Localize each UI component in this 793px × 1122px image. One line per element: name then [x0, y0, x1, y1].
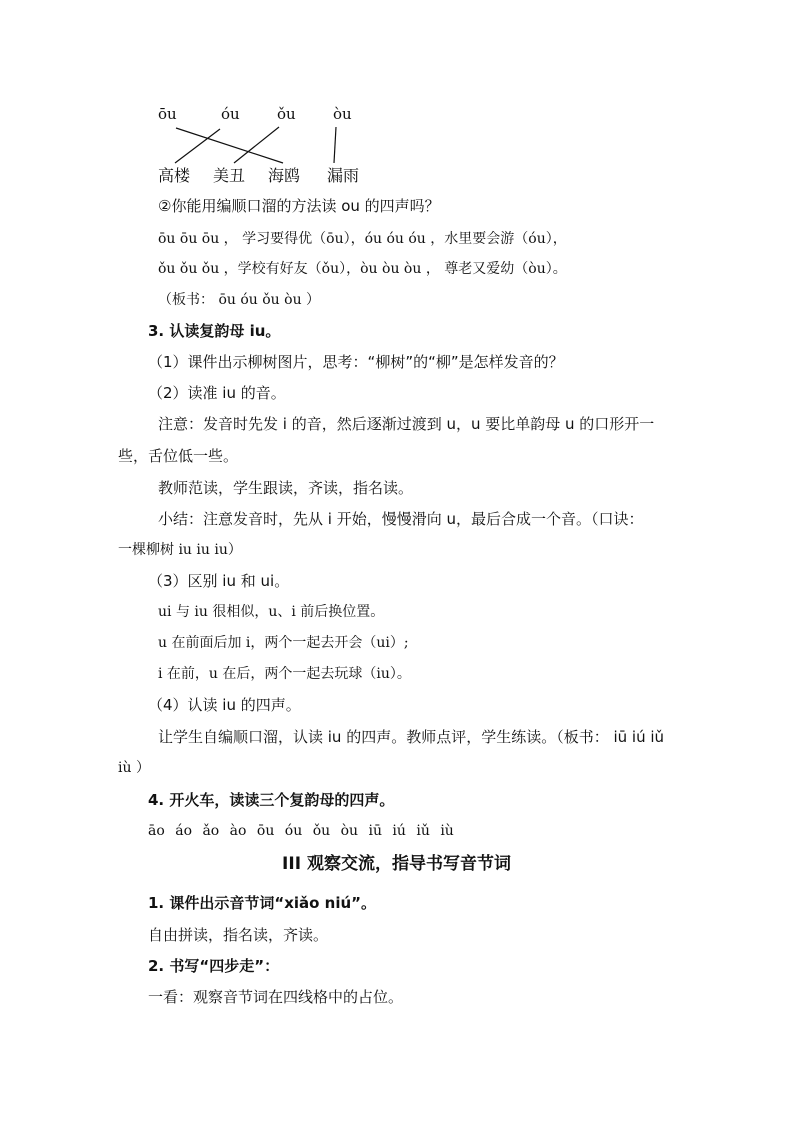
- word-gaolou: 高楼: [158, 166, 191, 185]
- word-louyu: 漏雨: [327, 166, 360, 185]
- note-line-1: 注意：发音时先发 i 的音，然后逐渐过渡到 u，u 要比单韵母 u 的口形开一: [158, 415, 655, 433]
- practice-line-1: 让学生自编顺口溜，认读 iu 的四声。教师点评，学生练读。（板书： iū iú iǔ: [158, 728, 665, 746]
- tone-ou4: òu: [333, 105, 352, 123]
- match-line-3: [234, 127, 279, 163]
- step-3-item-1: （1）课件出示柳树图片，思考：“柳树”的“柳”是怎样发音的？: [148, 353, 564, 371]
- question-ou-tones: ②你能用编顺口溜的方法读 ou 的四声吗？: [158, 197, 440, 215]
- match-line-4: [334, 127, 336, 163]
- step-1-text: 自由拼读，指名读，齐读。: [148, 926, 329, 944]
- matching-lines: [0, 0, 793, 200]
- match-line-2: [175, 129, 220, 163]
- step-2-heading: 2. 书写“四步走”：: [148, 957, 280, 975]
- rhyme-line-2: ǒu ǒu ǒu ，学校有好友（ǒu），òu òu òu ， 尊老又爱幼（òu）。: [158, 261, 567, 277]
- summary-line-1: 小结：注意发音时，先从 i 开始，慢慢滑向 u，最后合成一个音。（口诀：: [158, 510, 644, 528]
- compare-line-3: i 在前，u 在后，两个一起去玩球（iu）。: [158, 666, 411, 682]
- step-4-heading: 4. 开火车，读读三个复韵母的四声。: [148, 791, 395, 809]
- tone-ou1: ōu: [158, 105, 177, 123]
- board-note-ou: （板书： ōu óu ǒu òu ）: [158, 292, 321, 308]
- tone-ou3: ǒu: [277, 105, 296, 123]
- word-haiou: 海鸥: [268, 166, 301, 185]
- step-1-heading: 1. 课件出示音节词“xiǎo niú”。: [148, 894, 377, 912]
- rhyme-line-1: ōu ōu ōu ， 学习要得优（ōu），óu óu óu ，水里要会游（óu），: [158, 231, 567, 247]
- practice-line-2: iù ）: [118, 760, 150, 776]
- section-heading: III 观察交流，指导书写音节词: [282, 854, 511, 874]
- tone-ou2: óu: [221, 105, 240, 123]
- step-3-heading: 3. 认读复韵母 iu。: [148, 322, 281, 340]
- word-meichou: 美丑: [213, 166, 246, 185]
- compare-line-2: u 在前面后加 i，两个一起去开会（ui）;: [158, 635, 409, 651]
- match-line-1: [176, 128, 283, 163]
- tone-list: āo áo ǎo ào ōu óu ǒu òu iū iú iǔ iù: [148, 823, 454, 839]
- step-3-item-2: （2）读准 iu 的音。: [148, 384, 286, 402]
- note-line-2: 些，舌位低一些。: [118, 447, 239, 465]
- step-2-text: 一看：观察音节词在四线格中的占位。: [148, 988, 404, 1006]
- step-3-item-3: （3）区别 iu 和 ui。: [148, 572, 290, 590]
- summary-line-2: 一棵柳树 iu iu iu）: [118, 542, 242, 558]
- step-3-item-4: （4）认读 iu 的四声。: [148, 696, 301, 714]
- compare-line-1: ui 与 iu 很相似，u、i 前后换位置。: [158, 604, 385, 620]
- teacher-reading: 教师范读，学生跟读，齐读，指名读。: [158, 479, 414, 497]
